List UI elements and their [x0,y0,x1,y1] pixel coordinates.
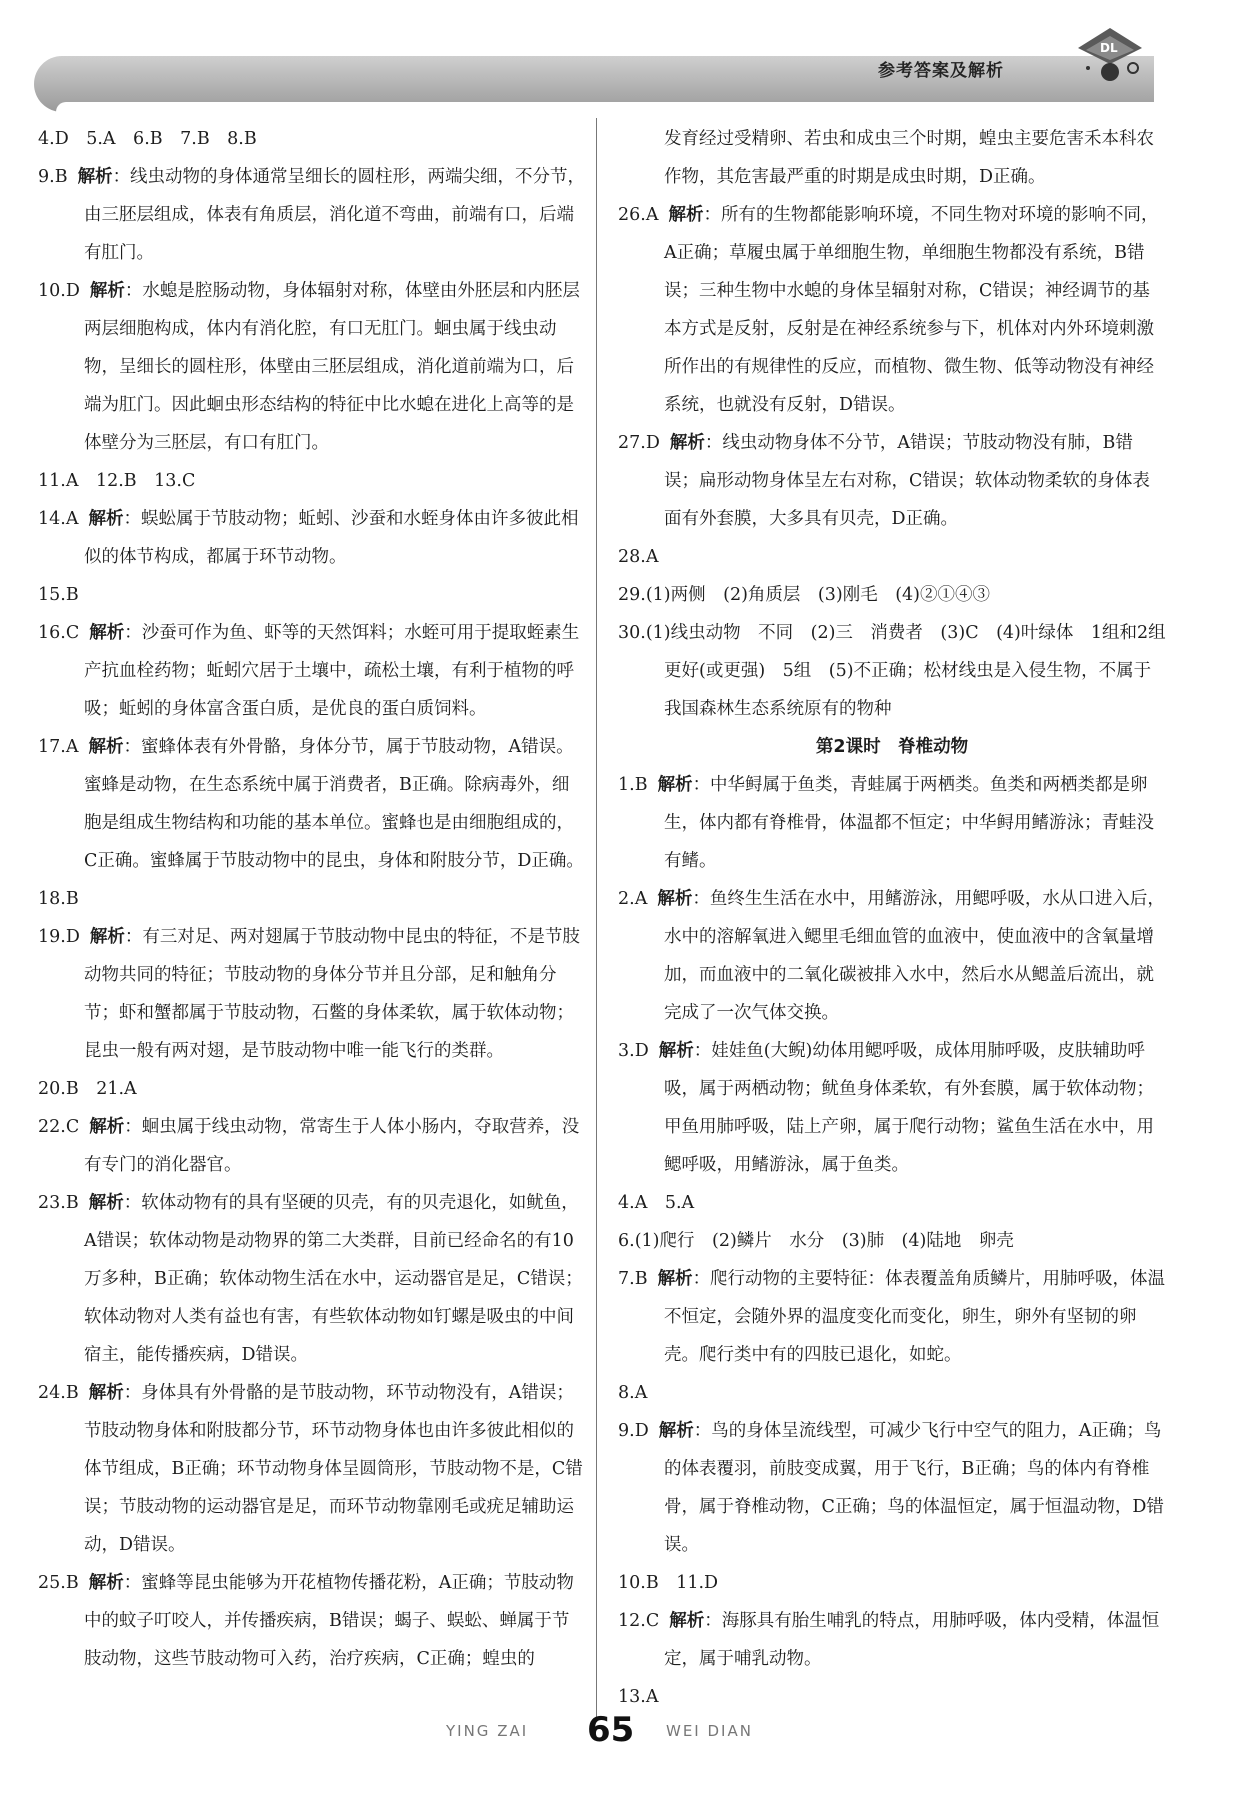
answer-number: 30. [618,623,646,643]
answer-text: 13.A [618,1687,659,1707]
answer-entry [618,766,1166,880]
answer-text: ：线虫动物身体不分节，A错误；节肢动物没有肺，B错误；扁形动物身体呈左右对称，C错误；软体动物柔软的身体表面有外套膜，大多具有贝壳，D正确。 [664,433,1150,529]
answer-text: ：海豚具有胎生哺乳的特点，用肺呼吸，体内受精，体温恒定，属于哺乳动物。 [664,1611,1160,1669]
answer-number: 3.D [618,1041,649,1061]
answer-entry [38,918,586,1070]
answer-number: 12.C [618,1611,660,1631]
answer-text: 10.B 11.D [618,1573,719,1593]
answer-entry [618,1222,1166,1260]
answer-text: ：蜜蜂体表有外骨骼，身体分节，属于节肢动物，A错误。蜜蜂是动物，在生态系统中属于消费者，B正确。除病毒外，细胞是组成生物结构和功能的基本单位。蜜蜂也是由细胞组成的，C正确。蜜蜂属于节肢动物中的昆虫，身体和附肢分节，D正确。 [84,737,584,871]
analysis-label: 解析 [89,281,125,301]
answer-text: 28.A [618,547,659,567]
answer-entry [618,576,1166,614]
answer-entry [618,880,1166,1032]
answer-number: 26.A [618,205,659,225]
section-title: 第2课时 脊椎动物 [815,737,969,757]
answer-entry [618,1564,1166,1602]
analysis-label: 解析 [89,1117,125,1137]
analysis-label: 解析 [658,1421,694,1441]
answer-number: 10.D [38,281,80,301]
answer-entry [618,538,1166,576]
answer-text: ：有三对足、两对翅属于节肢动物中昆虫的特征，不是节肢动物共同的特征；节肢动物的身体分节并且分部，足和触角分节；虾和蟹都属于节肢动物，石鳖的身体柔软，属于软体动物；昆虫一般有两对翅，是节肢动物中唯一能飞行的类群。 [84,927,580,1061]
answer-text: 20.B 21.A [38,1079,137,1099]
answer-text: 4.A 5.A [618,1193,695,1213]
answer-text: 发育经过受精卵、若虫和成虫三个时期，蝗虫主要危害禾本科农作物，其危害最严重的时期是成虫时期，D正确。 [664,129,1154,187]
answer-entry [618,614,1184,728]
answer-text: (1)线虫动物 不同 (2)三 消费者 (3)C (4)叶绿体 1组和2组 更好(或更强) 5组 (5)不正确；松材线虫是入侵生物，不属于我国森林生态系统原有的物种 [645,623,1184,719]
answer-text: 11.A 12.B 13.C [38,471,196,491]
answer-entry [38,462,586,500]
answer-text: ：身体具有外骨骼的是节肢动物，环节动物没有，A错误；节肢动物身体和附肢都分节，环节动物身体也由许多彼此相似的体节组成，B正确；环节动物身体呈圆筒形，节肢动物不是，C错误；节肢动物的运动器官是足，而环节动物靠刚毛或疣足辅助运动，D错误。 [84,1383,583,1555]
logo-text: DL [1100,41,1118,55]
answer-entry [618,120,1166,196]
analysis-label: 解析 [657,1269,693,1289]
answer-text: ：中华鲟属于鱼类，青蛙属于两栖类。鱼类和两栖类都是卵生，体内都有脊椎骨，体温都不恒定；中华鲟用鳍游泳；青蛙没有鳍。 [664,775,1154,871]
answer-number: 17.A [38,737,79,757]
answer-entry [618,1374,1166,1412]
answer-entry [38,880,586,918]
answer-text: 4.D 5.A 6.B 7.B 8.B [38,129,257,149]
answer-entry [38,272,586,462]
analysis-label: 解析 [668,205,704,225]
analysis-label: 解析 [88,1383,124,1403]
answer-number: 25.B [38,1573,79,1593]
answer-number: 23.B [38,1193,79,1213]
answer-entry [38,158,586,272]
answer-entry [618,1032,1166,1184]
publisher-logo-icon [1070,20,1150,86]
answer-number: 9.D [618,1421,649,1441]
analysis-label: 解析 [669,433,705,453]
answer-number: 1.B [618,775,648,795]
answer-text: ：软体动物有的具有坚硬的贝壳，有的贝壳退化，如鱿鱼，A错误；软体动物是动物界的第二大类群，目前已经命名的有10万多种，B正确；软体动物生活在水中，运动器官是足，C错误；软体动物对人类有益也有害，有些软体动物如钉螺是吸虫的中间宿主，能传播疾病，D错误。 [84,1193,583,1365]
answer-number: 7.B [618,1269,648,1289]
answer-text: ：蛔虫属于线虫动物，常寄生于人体小肠内，夺取营养，没有专门的消化器官。 [84,1117,580,1175]
answer-entry [38,120,586,158]
answer-number: 9.B [38,167,68,187]
analysis-label: 解析 [88,509,124,529]
column-divider [596,118,597,1718]
answer-entry [38,728,586,880]
answer-text: ：鱼终生生活在水中，用鳍游泳，用鳃呼吸，水从口进入后，水中的溶解氧进入鳃里毛细血管的血液中，使血液中的含氧量增加，而血液中的二氧化碳被排入水中，然后水从鳃盖后流出，就完成了一次气体交换。 [664,889,1165,1023]
answer-entry [38,1070,586,1108]
page-footer [0,1710,1250,1750]
analysis-label: 解析 [657,889,693,909]
footer-right-text: WEI DIAN [666,1722,753,1740]
answer-text: ：蜜蜂等昆虫能够为开花植物传播花粉，A正确；节肢动物中的蚊子叮咬人，并传播疾病，B错误；蝎子、蜈蚣、蝉属于节肢动物，这些节肢动物可入药，治疗疾病，C正确；蝗虫的 [84,1573,574,1669]
answer-number: 27.D [618,433,660,453]
answer-text: ：线虫动物的身体通常呈细长的圆柱形，两端尖细，不分节，由三胚层组成，体表有角质层，消化道不弯曲，前端有口，后端有肛门。 [84,167,586,263]
answer-text: 6.(1)爬行 (2)鳞片 水分 (3)肺 (4)陆地 卵壳 [618,1231,1014,1251]
answer-number: 22.C [38,1117,80,1137]
answer-text: ：鸟的身体呈流线型，可减少飞行中空气的阻力，A正确；鸟的体表覆羽，前肢变成翼，用于飞行，B正确；鸟的体内有脊椎骨，属于脊椎动物，C正确；鸟的体温恒定，属于恒温动物，D错误。 [664,1421,1164,1555]
answer-text: ：爬行动物的主要特征：体表覆盖角质鳞片，用肺呼吸，体温不恒定，会随外界的温度变化而变化，卵生，卵外有坚韧的卵壳。爬行类中有的四肢已退化，如蛇。 [664,1269,1166,1365]
analysis-label: 解析 [658,1041,694,1061]
answer-text: 15.B [38,585,79,605]
analysis-label: 解析 [88,737,124,757]
answer-text: 29.(1)两侧 (2)角质层 (3)刚毛 (4)②①④③ [618,585,990,605]
answer-entry [38,1374,586,1564]
answer-text: 18.B [38,889,79,909]
answer-entry [38,500,586,576]
answer-entry [38,1184,586,1374]
answer-text: ：所有的生物都能影响环境，不同生物对环境的影响不同，A正确；草履虫属于单细胞生物，单细胞生物都没有系统，B错误；三种生物中水螅的身体呈辐射对称，C错误；神经调节的基本方式是反射，反射是在神经系统参与下，机体对内外环境刺激所作出的有规律性的反应，而植物、微生物、低等动物没有神经系统，也就没有反射，D错误。 [664,205,1159,415]
header-title: 参考答案及解析 [878,61,1004,81]
page-number: 65 [587,1710,635,1750]
answer-entry [38,576,586,614]
analysis-label: 解析 [88,1573,124,1593]
analysis-label: 解析 [88,1193,124,1213]
answer-entry [618,196,1166,424]
answer-number: 2.A [618,889,648,909]
answer-text: ：娃娃鱼(大鲵)幼体用鳃呼吸，成体用肺呼吸，皮肤辅助呼吸，属于两栖动物；鱿鱼身体柔软，有外套膜，属于软体动物；甲鱼用肺呼吸，陆上产卵，属于爬行动物；鲨鱼生活在水中，用鳃呼吸，用鳍游泳，属于鱼类。 [664,1041,1154,1175]
answer-entry [618,1602,1166,1678]
footer-left-text: YING ZAI [446,1722,529,1740]
answer-entry [38,1564,586,1678]
answer-number: 16.C [38,623,80,643]
answer-text: ：水螅是腔肠动物，身体辐射对称，体壁由外胚层和内胚层两层细胞构成，体内有消化腔，有口无肛门。蛔虫属于线虫动物，呈细长的圆柱形，体壁由三胚层组成，消化道前端为口，后端为肛门。因此蛔虫形态结构的特征中比水螅在进化上高等的是体壁分为三胚层，有口有肛门。 [84,281,580,453]
left-column [38,120,586,1678]
answer-text: 8.A [618,1383,648,1403]
answer-entry [38,1108,586,1184]
answer-entry [618,1260,1166,1374]
analysis-label: 解析 [89,623,125,643]
analysis-label: 解析 [77,167,113,187]
answer-entry [618,424,1166,538]
answer-entry [38,614,586,728]
answer-text: ：沙蚕可作为鱼、虾等的天然饵料；水蛭可用于提取蛭素生产抗血栓药物；蚯蚓穴居于土壤中，疏松土壤，有利于植物的呼吸；蚯蚓的身体富含蛋白质，是优良的蛋白质饲料。 [84,623,580,719]
answer-text: ：蜈蚣属于节肢动物；蚯蚓、沙蚕和水蛭身体由许多彼此相似的体节构成，都属于环节动物。 [84,509,579,567]
answer-entry [618,1412,1166,1564]
answer-number: 19.D [38,927,80,947]
answer-number: 24.B [38,1383,79,1403]
analysis-label: 解析 [669,1611,705,1631]
right-column [618,120,1184,1716]
analysis-label: 解析 [89,927,125,947]
answer-number: 14.A [38,509,79,529]
answer-entry [618,1184,1166,1222]
analysis-label: 解析 [657,775,693,795]
